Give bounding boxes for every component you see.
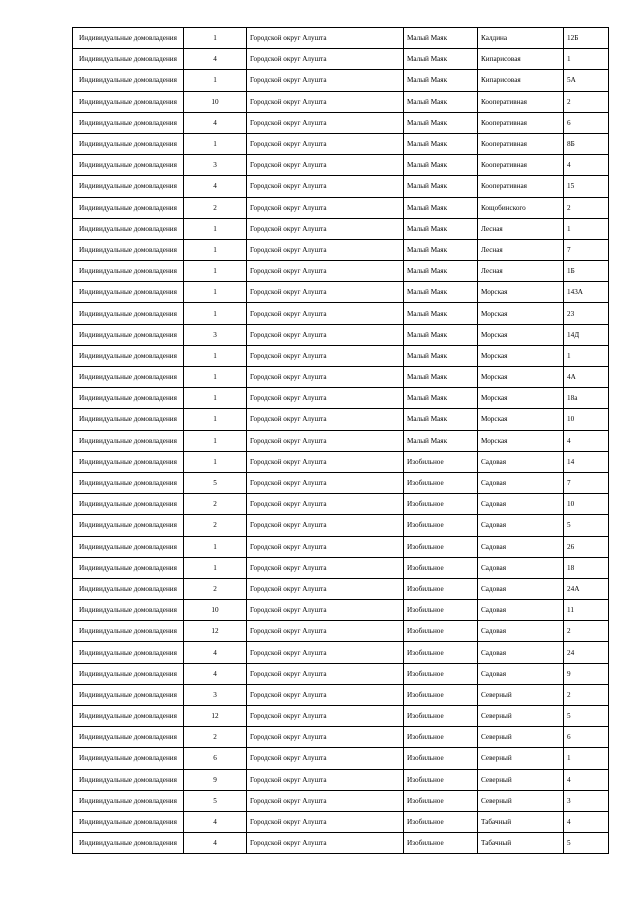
table-row (73, 557, 609, 578)
settlement-cell: Изобильное (404, 642, 478, 663)
street-cell: Садовая (478, 515, 564, 536)
table-row (73, 811, 609, 832)
settlement-cell: Изобильное (404, 578, 478, 599)
housing-type-cell: Индивидуальные домовладения (73, 769, 184, 790)
table-row (73, 684, 609, 705)
street-cell: Морская (478, 430, 564, 451)
street-cell: Табачный (478, 833, 564, 854)
settlement-cell: Малый Маяк (404, 367, 478, 388)
table-row (73, 133, 609, 154)
count-cell: 3 (184, 684, 247, 705)
count-cell: 1 (184, 536, 247, 557)
street-cell: Садовая (478, 557, 564, 578)
table-row (73, 324, 609, 345)
district-cell: Городской округ Алушта (247, 663, 404, 684)
housing-type-cell: Индивидуальные домовладения (73, 28, 184, 49)
housing-type-cell: Индивидуальные домовладения (73, 494, 184, 515)
settlement-cell: Малый Маяк (404, 261, 478, 282)
house-number-cell: 24 (564, 642, 609, 663)
settlement-cell: Изобильное (404, 472, 478, 493)
housing-type-cell: Индивидуальные домовладения (73, 515, 184, 536)
table-row (73, 578, 609, 599)
district-cell: Городской округ Алушта (247, 155, 404, 176)
district-cell: Городской округ Алушта (247, 133, 404, 154)
count-cell: 1 (184, 409, 247, 430)
house-number-cell: 7 (564, 472, 609, 493)
housing-type-cell: Индивидуальные домовладения (73, 70, 184, 91)
count-cell: 2 (184, 515, 247, 536)
table-row (73, 367, 609, 388)
count-cell: 3 (184, 155, 247, 176)
house-number-cell: 18 (564, 557, 609, 578)
house-number-cell: 5 (564, 515, 609, 536)
housing-type-cell: Индивидуальные домовладения (73, 727, 184, 748)
housing-type-cell: Индивидуальные домовладения (73, 642, 184, 663)
settlement-cell: Малый Маяк (404, 112, 478, 133)
address-table (72, 27, 609, 854)
settlement-cell: Малый Маяк (404, 409, 478, 430)
count-cell: 4 (184, 811, 247, 832)
housing-type-cell: Индивидуальные домовладения (73, 155, 184, 176)
settlement-cell: Малый Маяк (404, 70, 478, 91)
count-cell: 4 (184, 642, 247, 663)
street-cell: Садовая (478, 494, 564, 515)
count-cell: 10 (184, 91, 247, 112)
table-row (73, 748, 609, 769)
house-number-cell: 14 (564, 451, 609, 472)
district-cell: Городской округ Алушта (247, 578, 404, 599)
count-cell: 1 (184, 557, 247, 578)
street-cell: Морская (478, 367, 564, 388)
count-cell: 4 (184, 49, 247, 70)
count-cell: 4 (184, 176, 247, 197)
settlement-cell: Изобильное (404, 451, 478, 472)
housing-type-cell: Индивидуальные домовладения (73, 578, 184, 599)
housing-type-cell: Индивидуальные домовладения (73, 472, 184, 493)
house-number-cell: 24А (564, 578, 609, 599)
street-cell: Северный (478, 769, 564, 790)
address-table-body (73, 28, 609, 854)
count-cell: 2 (184, 197, 247, 218)
district-cell: Городской округ Алушта (247, 472, 404, 493)
housing-type-cell: Индивидуальные домовладения (73, 621, 184, 642)
table-row (73, 388, 609, 409)
table-row (73, 494, 609, 515)
housing-type-cell: Индивидуальные домовладения (73, 176, 184, 197)
settlement-cell: Изобильное (404, 536, 478, 557)
house-number-cell: 143А (564, 282, 609, 303)
housing-type-cell: Индивидуальные домовладения (73, 451, 184, 472)
house-number-cell: 14Д (564, 324, 609, 345)
count-cell: 1 (184, 28, 247, 49)
district-cell: Городской округ Алушта (247, 239, 404, 260)
table-row (73, 112, 609, 133)
count-cell: 1 (184, 451, 247, 472)
street-cell: Морская (478, 303, 564, 324)
table-row (73, 49, 609, 70)
settlement-cell: Изобильное (404, 748, 478, 769)
table-row (73, 282, 609, 303)
house-number-cell: 2 (564, 197, 609, 218)
settlement-cell: Малый Маяк (404, 133, 478, 154)
count-cell: 1 (184, 430, 247, 451)
table-row (73, 663, 609, 684)
table-row (73, 621, 609, 642)
street-cell: Кооперативная (478, 112, 564, 133)
table-row (73, 91, 609, 112)
settlement-cell: Малый Маяк (404, 91, 478, 112)
district-cell: Городской округ Алушта (247, 600, 404, 621)
table-row (73, 430, 609, 451)
housing-type-cell: Индивидуальные домовладения (73, 409, 184, 430)
district-cell: Городской округ Алушта (247, 176, 404, 197)
street-cell: Морская (478, 324, 564, 345)
settlement-cell: Малый Маяк (404, 28, 478, 49)
house-number-cell: 1 (564, 49, 609, 70)
settlement-cell: Малый Маяк (404, 303, 478, 324)
house-number-cell: 23 (564, 303, 609, 324)
house-number-cell: 10 (564, 494, 609, 515)
street-cell: Кооперативная (478, 176, 564, 197)
settlement-cell: Изобильное (404, 663, 478, 684)
table-row (73, 451, 609, 472)
district-cell: Городской округ Алушта (247, 536, 404, 557)
table-row (73, 28, 609, 49)
count-cell: 1 (184, 345, 247, 366)
housing-type-cell: Индивидуальные домовладения (73, 367, 184, 388)
housing-type-cell: Индивидуальные домовладения (73, 600, 184, 621)
count-cell: 3 (184, 324, 247, 345)
street-cell: Северный (478, 706, 564, 727)
count-cell: 12 (184, 621, 247, 642)
street-cell: Садовая (478, 536, 564, 557)
street-cell: Лесная (478, 218, 564, 239)
house-number-cell: 4 (564, 811, 609, 832)
count-cell: 2 (184, 727, 247, 748)
housing-type-cell: Индивидуальные домовладения (73, 197, 184, 218)
house-number-cell: 4А (564, 367, 609, 388)
housing-type-cell: Индивидуальные домовладения (73, 663, 184, 684)
street-cell: Кооперативная (478, 91, 564, 112)
district-cell: Городской округ Алушта (247, 430, 404, 451)
district-cell: Городской округ Алушта (247, 769, 404, 790)
district-cell: Городской округ Алушта (247, 28, 404, 49)
district-cell: Городской округ Алушта (247, 494, 404, 515)
house-number-cell: 4 (564, 769, 609, 790)
housing-type-cell: Индивидуальные домовладения (73, 557, 184, 578)
district-cell: Городской округ Алушта (247, 282, 404, 303)
house-number-cell: 1Б (564, 261, 609, 282)
housing-type-cell: Индивидуальные домовладения (73, 239, 184, 260)
street-cell: Садовая (478, 472, 564, 493)
house-number-cell: 6 (564, 112, 609, 133)
settlement-cell: Изобильное (404, 621, 478, 642)
street-cell: Морская (478, 282, 564, 303)
house-number-cell: 1 (564, 218, 609, 239)
table-row (73, 642, 609, 663)
house-number-cell: 3 (564, 790, 609, 811)
housing-type-cell: Индивидуальные домовладения (73, 790, 184, 811)
table-row (73, 303, 609, 324)
settlement-cell: Изобильное (404, 706, 478, 727)
table-row (73, 769, 609, 790)
table-row (73, 727, 609, 748)
count-cell: 1 (184, 303, 247, 324)
street-cell: Лесная (478, 261, 564, 282)
house-number-cell: 11 (564, 600, 609, 621)
settlement-cell: Малый Маяк (404, 388, 478, 409)
settlement-cell: Изобильное (404, 811, 478, 832)
house-number-cell: 1 (564, 345, 609, 366)
street-cell: Северный (478, 727, 564, 748)
settlement-cell: Изобильное (404, 494, 478, 515)
district-cell: Городской округ Алушта (247, 790, 404, 811)
district-cell: Городской округ Алушта (247, 409, 404, 430)
house-number-cell: 4 (564, 155, 609, 176)
house-number-cell: 7 (564, 239, 609, 260)
settlement-cell: Малый Маяк (404, 49, 478, 70)
count-cell: 1 (184, 388, 247, 409)
count-cell: 5 (184, 790, 247, 811)
house-number-cell: 6 (564, 727, 609, 748)
district-cell: Городской округ Алушта (247, 367, 404, 388)
settlement-cell: Малый Маяк (404, 197, 478, 218)
district-cell: Городской округ Алушта (247, 218, 404, 239)
district-cell: Городской округ Алушта (247, 642, 404, 663)
district-cell: Городской округ Алушта (247, 112, 404, 133)
settlement-cell: Малый Маяк (404, 155, 478, 176)
district-cell: Городской округ Алушта (247, 621, 404, 642)
count-cell: 1 (184, 239, 247, 260)
settlement-cell: Изобильное (404, 684, 478, 705)
count-cell: 1 (184, 367, 247, 388)
house-number-cell: 9 (564, 663, 609, 684)
table-row (73, 472, 609, 493)
district-cell: Городской округ Алушта (247, 70, 404, 91)
settlement-cell: Малый Маяк (404, 239, 478, 260)
district-cell: Городской округ Алушта (247, 515, 404, 536)
housing-type-cell: Индивидуальные домовладения (73, 133, 184, 154)
street-cell: Садовая (478, 578, 564, 599)
housing-type-cell: Индивидуальные домовладения (73, 748, 184, 769)
house-number-cell: 2 (564, 684, 609, 705)
housing-type-cell: Индивидуальные домовладения (73, 112, 184, 133)
housing-type-cell: Индивидуальные домовладения (73, 282, 184, 303)
district-cell: Городской округ Алушта (247, 833, 404, 854)
street-cell: Морская (478, 345, 564, 366)
settlement-cell: Изобильное (404, 790, 478, 811)
housing-type-cell: Индивидуальные домовладения (73, 345, 184, 366)
house-number-cell: 4 (564, 430, 609, 451)
settlement-cell: Малый Маяк (404, 324, 478, 345)
district-cell: Городской округ Алушта (247, 91, 404, 112)
district-cell: Городской округ Алушта (247, 303, 404, 324)
house-number-cell: 10 (564, 409, 609, 430)
housing-type-cell: Индивидуальные домовладения (73, 218, 184, 239)
count-cell: 9 (184, 769, 247, 790)
housing-type-cell: Индивидуальные домовладения (73, 91, 184, 112)
table-row (73, 706, 609, 727)
house-number-cell: 15 (564, 176, 609, 197)
district-cell: Городской округ Алушта (247, 727, 404, 748)
settlement-cell: Изобильное (404, 833, 478, 854)
count-cell: 2 (184, 494, 247, 515)
street-cell: Северный (478, 684, 564, 705)
street-cell: Морская (478, 388, 564, 409)
housing-type-cell: Индивидуальные домовладения (73, 324, 184, 345)
housing-type-cell: Индивидуальные домовладения (73, 303, 184, 324)
district-cell: Городской округ Алушта (247, 324, 404, 345)
count-cell: 10 (184, 600, 247, 621)
document-page (72, 27, 609, 854)
table-row (73, 239, 609, 260)
housing-type-cell: Индивидуальные домовладения (73, 261, 184, 282)
table-row (73, 536, 609, 557)
district-cell: Городской округ Алушта (247, 684, 404, 705)
table-row (73, 833, 609, 854)
street-cell: Кооперативная (478, 133, 564, 154)
table-row (73, 197, 609, 218)
housing-type-cell: Индивидуальные домовладения (73, 49, 184, 70)
table-row (73, 409, 609, 430)
settlement-cell: Малый Маяк (404, 345, 478, 366)
district-cell: Городской округ Алушта (247, 451, 404, 472)
street-cell: Садовая (478, 642, 564, 663)
settlement-cell: Малый Маяк (404, 282, 478, 303)
table-row (73, 155, 609, 176)
table-row (73, 70, 609, 91)
count-cell: 6 (184, 748, 247, 769)
street-cell: Садовая (478, 451, 564, 472)
table-row (73, 790, 609, 811)
settlement-cell: Изобильное (404, 600, 478, 621)
table-row (73, 345, 609, 366)
district-cell: Городской округ Алушта (247, 811, 404, 832)
count-cell: 4 (184, 663, 247, 684)
district-cell: Городской округ Алушта (247, 748, 404, 769)
housing-type-cell: Индивидуальные домовладения (73, 388, 184, 409)
settlement-cell: Малый Маяк (404, 176, 478, 197)
count-cell: 1 (184, 133, 247, 154)
house-number-cell: 5А (564, 70, 609, 91)
count-cell: 12 (184, 706, 247, 727)
count-cell: 1 (184, 261, 247, 282)
district-cell: Городской округ Алушта (247, 706, 404, 727)
street-cell: Северный (478, 748, 564, 769)
count-cell: 2 (184, 578, 247, 599)
street-cell: Кощобинского (478, 197, 564, 218)
settlement-cell: Малый Маяк (404, 430, 478, 451)
housing-type-cell: Индивидуальные домовладения (73, 833, 184, 854)
table-row (73, 600, 609, 621)
table-row (73, 261, 609, 282)
count-cell: 1 (184, 218, 247, 239)
house-number-cell: 26 (564, 536, 609, 557)
house-number-cell: 2 (564, 91, 609, 112)
house-number-cell: 2 (564, 621, 609, 642)
count-cell: 4 (184, 112, 247, 133)
table-row (73, 218, 609, 239)
count-cell: 4 (184, 833, 247, 854)
house-number-cell: 1 (564, 748, 609, 769)
settlement-cell: Изобильное (404, 727, 478, 748)
district-cell: Городской округ Алушта (247, 197, 404, 218)
table-row (73, 176, 609, 197)
house-number-cell: 8Б (564, 133, 609, 154)
street-cell: Северный (478, 790, 564, 811)
settlement-cell: Изобильное (404, 515, 478, 536)
house-number-cell: 5 (564, 833, 609, 854)
district-cell: Городской округ Алушта (247, 345, 404, 366)
street-cell: Калдина (478, 28, 564, 49)
house-number-cell: 18а (564, 388, 609, 409)
house-number-cell: 12Б (564, 28, 609, 49)
street-cell: Кооперативная (478, 155, 564, 176)
street-cell: Табачный (478, 811, 564, 832)
housing-type-cell: Индивидуальные домовладения (73, 430, 184, 451)
housing-type-cell: Индивидуальные домовладения (73, 684, 184, 705)
street-cell: Садовая (478, 663, 564, 684)
house-number-cell: 5 (564, 706, 609, 727)
count-cell: 5 (184, 472, 247, 493)
street-cell: Садовая (478, 621, 564, 642)
street-cell: Морская (478, 409, 564, 430)
district-cell: Городской округ Алушта (247, 388, 404, 409)
housing-type-cell: Индивидуальные домовладения (73, 536, 184, 557)
table-row (73, 515, 609, 536)
settlement-cell: Изобильное (404, 557, 478, 578)
street-cell: Кипарисовая (478, 70, 564, 91)
district-cell: Городской округ Алушта (247, 557, 404, 578)
district-cell: Городской округ Алушта (247, 261, 404, 282)
street-cell: Лесная (478, 239, 564, 260)
housing-type-cell: Индивидуальные домовладения (73, 811, 184, 832)
settlement-cell: Изобильное (404, 769, 478, 790)
street-cell: Кипарисовая (478, 49, 564, 70)
count-cell: 1 (184, 70, 247, 91)
housing-type-cell: Индивидуальные домовладения (73, 706, 184, 727)
street-cell: Садовая (478, 600, 564, 621)
settlement-cell: Малый Маяк (404, 218, 478, 239)
district-cell: Городской округ Алушта (247, 49, 404, 70)
count-cell: 1 (184, 282, 247, 303)
